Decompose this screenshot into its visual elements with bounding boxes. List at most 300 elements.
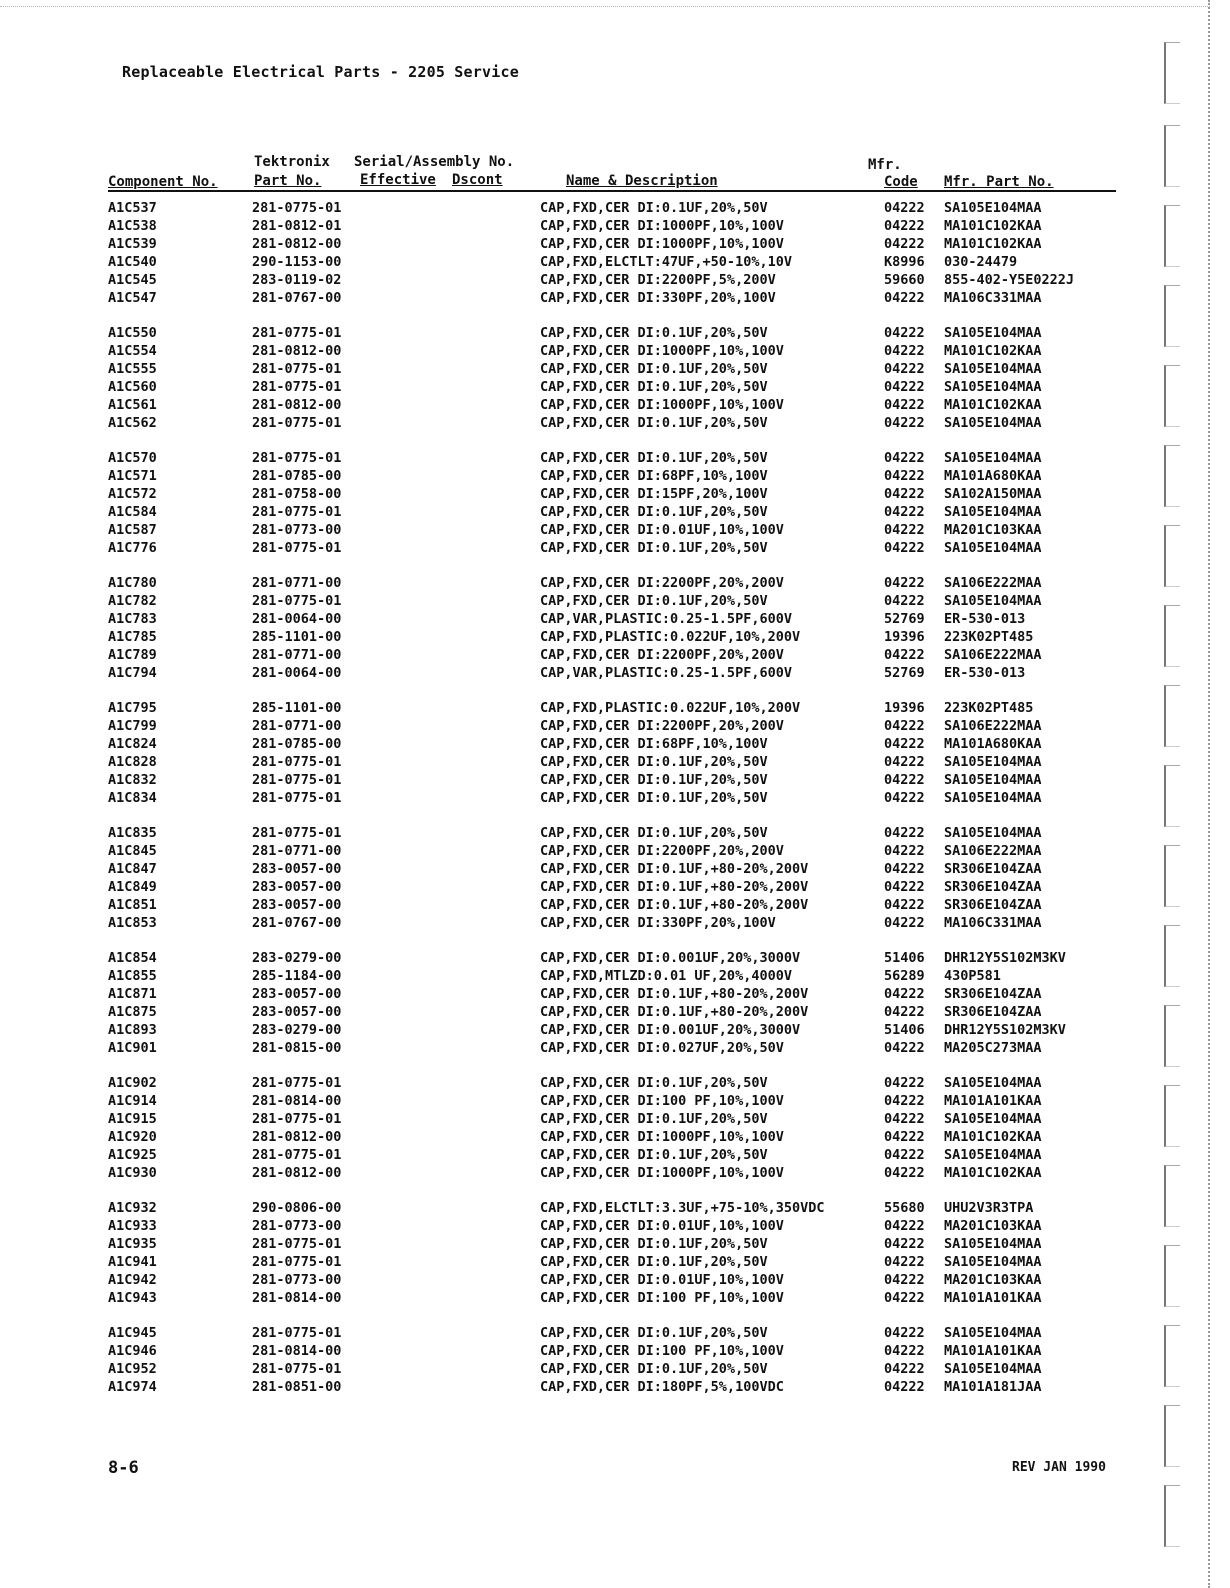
mfr-part-no-cell: SA105E104MAA <box>944 1325 1042 1341</box>
mfr-code-cell: 19396 <box>884 700 925 716</box>
parts-group <box>0 1325 1150 1397</box>
part-no-cell: 281-0771-00 <box>252 575 342 591</box>
table-row <box>0 1379 1150 1397</box>
description-cell: CAP,FXD,ELCTLT:47UF,+50-10%,10V <box>540 254 792 270</box>
mfr-code-cell: 04222 <box>884 1147 925 1163</box>
table-row <box>0 504 1150 522</box>
component-no-cell: A1C854 <box>108 950 157 966</box>
table-row <box>0 718 1150 736</box>
mfr-code-cell: 04222 <box>884 1254 925 1270</box>
component-no-cell: A1C785 <box>108 629 157 645</box>
component-no-cell: A1C893 <box>108 1022 157 1038</box>
table-row <box>0 254 1150 272</box>
mfr-part-no-cell: ER-530-013 <box>944 611 1026 627</box>
component-no-cell: A1C550 <box>108 325 157 341</box>
mfr-code-cell: K8996 <box>884 254 925 270</box>
mfr-part-no-cell: MA101C102KAA <box>944 218 1042 234</box>
mfr-code-cell: 04222 <box>884 1290 925 1306</box>
mfr-code-cell: 04222 <box>884 379 925 395</box>
table-row <box>0 575 1150 593</box>
part-no-cell: 281-0775-01 <box>252 540 342 556</box>
part-no-cell: 281-0814-00 <box>252 1290 342 1306</box>
part-no-cell: 281-0812-00 <box>252 397 342 413</box>
mfr-part-no-cell: SR306E104ZAA <box>944 1004 1042 1020</box>
mfr-part-no-cell: SA105E104MAA <box>944 772 1042 788</box>
mfr-part-no-cell: SA106E222MAA <box>944 647 1042 663</box>
description-cell: CAP,FXD,CER DI:0.1UF,+80-20%,200V <box>540 897 809 913</box>
description-cell: CAP,FXD,CER DI:2200PF,20%,200V <box>540 575 784 591</box>
component-no-cell: A1C834 <box>108 790 157 806</box>
mfr-code-cell: 52769 <box>884 665 925 681</box>
part-no-cell: 283-0057-00 <box>252 897 342 913</box>
part-no-cell: 283-0279-00 <box>252 1022 342 1038</box>
mfr-code-cell: 04222 <box>884 1111 925 1127</box>
mfr-code-cell: 04222 <box>884 1379 925 1395</box>
part-no-cell: 281-0767-00 <box>252 290 342 306</box>
description-cell: CAP,FXD,CER DI:1000PF,10%,100V <box>540 1129 784 1145</box>
description-cell: CAP,FXD,CER DI:0.1UF,20%,50V <box>540 379 768 395</box>
description-cell: CAP,FXD,CER DI:2200PF,20%,200V <box>540 718 784 734</box>
mfr-part-no-cell: ER-530-013 <box>944 665 1026 681</box>
table-row <box>0 1254 1150 1272</box>
table-row <box>0 1343 1150 1361</box>
component-no-cell: A1C901 <box>108 1040 157 1056</box>
mfr-part-no-cell: SA102A150MAA <box>944 486 1042 502</box>
col-head-component-no: Component No. <box>108 174 218 190</box>
mfr-code-cell: 04222 <box>884 861 925 877</box>
col-head-part-no: Part No. <box>254 173 322 189</box>
component-no-cell: A1C835 <box>108 825 157 841</box>
table-row <box>0 379 1150 397</box>
part-no-cell: 281-0775-01 <box>252 593 342 609</box>
table-row <box>0 218 1150 236</box>
mfr-code-cell: 04222 <box>884 397 925 413</box>
mfr-part-no-cell: SA105E104MAA <box>944 540 1042 556</box>
page-number: 8-6 <box>108 1458 139 1478</box>
binder-hole-mark <box>1164 925 1180 987</box>
table-row <box>0 200 1150 218</box>
mfr-code-cell: 04222 <box>884 915 925 931</box>
part-no-cell: 281-0775-01 <box>252 379 342 395</box>
component-no-cell: A1C855 <box>108 968 157 984</box>
part-no-cell: 281-0775-01 <box>252 754 342 770</box>
mfr-part-no-cell: SA105E104MAA <box>944 504 1042 520</box>
table-row <box>0 754 1150 772</box>
mfr-part-no-cell: MA101A101KAA <box>944 1290 1042 1306</box>
component-no-cell: A1C974 <box>108 1379 157 1395</box>
mfr-code-cell: 59660 <box>884 272 925 288</box>
part-no-cell: 285-1101-00 <box>252 629 342 645</box>
part-no-cell: 281-0785-00 <box>252 468 342 484</box>
table-row <box>0 522 1150 540</box>
table-row <box>0 1075 1150 1093</box>
mfr-code-cell: 04222 <box>884 486 925 502</box>
description-cell: CAP,FXD,CER DI:100 PF,10%,100V <box>540 1290 784 1306</box>
description-cell: CAP,FXD,CER DI:1000PF,10%,100V <box>540 1165 784 1181</box>
mfr-code-cell: 04222 <box>884 1093 925 1109</box>
description-cell: CAP,FXD,CER DI:0.1UF,20%,50V <box>540 504 768 520</box>
table-row <box>0 450 1150 468</box>
mfr-part-no-cell: SA106E222MAA <box>944 575 1042 591</box>
mfr-code-cell: 51406 <box>884 950 925 966</box>
parts-group <box>0 325 1150 433</box>
binder-hole-mark <box>1164 845 1180 907</box>
part-no-cell: 290-1153-00 <box>252 254 342 270</box>
mfr-part-no-cell: MA101A101KAA <box>944 1343 1042 1359</box>
table-row <box>0 665 1150 683</box>
component-no-cell: A1C851 <box>108 897 157 913</box>
component-no-cell: A1C915 <box>108 1111 157 1127</box>
component-no-cell: A1C782 <box>108 593 157 609</box>
component-no-cell: A1C952 <box>108 1361 157 1377</box>
part-no-cell: 285-1101-00 <box>252 700 342 716</box>
mfr-part-no-cell: MA106C331MAA <box>944 915 1042 931</box>
binder-hole-mark <box>1164 1405 1180 1467</box>
part-no-cell: 281-0812-00 <box>252 236 342 252</box>
binder-hole-mark <box>1164 445 1180 507</box>
parts-group <box>0 825 1150 933</box>
description-cell: CAP,FXD,CER DI:0.1UF,20%,50V <box>540 325 768 341</box>
mfr-code-cell: 04222 <box>884 1075 925 1091</box>
mfr-code-cell: 04222 <box>884 718 925 734</box>
parts-group <box>0 950 1150 1058</box>
table-row <box>0 415 1150 433</box>
table-row <box>0 790 1150 808</box>
mfr-part-no-cell: SA105E104MAA <box>944 1254 1042 1270</box>
binder-hole-mark <box>1164 765 1180 827</box>
component-no-cell: A1C930 <box>108 1165 157 1181</box>
part-no-cell: 281-0775-01 <box>252 200 342 216</box>
part-no-cell: 281-0815-00 <box>252 1040 342 1056</box>
mfr-part-no-cell: SR306E104ZAA <box>944 861 1042 877</box>
part-no-cell: 281-0064-00 <box>252 611 342 627</box>
description-cell: CAP,FXD,CER DI:100 PF,10%,100V <box>540 1093 784 1109</box>
component-no-cell: A1C554 <box>108 343 157 359</box>
table-row <box>0 1290 1150 1308</box>
part-no-cell: 281-0773-00 <box>252 1272 342 1288</box>
mfr-code-cell: 04222 <box>884 1004 925 1020</box>
mfr-part-no-cell: SA105E104MAA <box>944 200 1042 216</box>
part-no-cell: 281-0775-01 <box>252 1254 342 1270</box>
mfr-part-no-cell: MA101A680KAA <box>944 468 1042 484</box>
table-row <box>0 986 1150 1004</box>
mfr-code-cell: 52769 <box>884 611 925 627</box>
binder-hole-mark <box>1164 1325 1180 1387</box>
table-row <box>0 1111 1150 1129</box>
table-row <box>0 397 1150 415</box>
description-cell: CAP,FXD,CER DI:1000PF,10%,100V <box>540 397 784 413</box>
binder-hole-mark <box>1164 1085 1180 1147</box>
parts-group <box>0 450 1150 558</box>
mfr-part-no-cell: SA106E222MAA <box>944 843 1042 859</box>
table-row <box>0 486 1150 504</box>
component-no-cell: A1C945 <box>108 1325 157 1341</box>
mfr-part-no-cell: SA105E104MAA <box>944 1361 1042 1377</box>
part-no-cell: 281-0775-01 <box>252 790 342 806</box>
mfr-code-cell: 04222 <box>884 540 925 556</box>
component-no-cell: A1C780 <box>108 575 157 591</box>
description-cell: CAP,FXD,CER DI:0.01UF,10%,100V <box>540 1218 784 1234</box>
table-row <box>0 1218 1150 1236</box>
parts-group <box>0 575 1150 683</box>
component-no-cell: A1C776 <box>108 540 157 556</box>
description-cell: CAP,FXD,PLASTIC:0.022UF,10%,200V <box>540 629 801 645</box>
table-row <box>0 825 1150 843</box>
mfr-code-cell: 51406 <box>884 1022 925 1038</box>
part-no-cell: 281-0812-01 <box>252 218 342 234</box>
component-no-cell: A1C795 <box>108 700 157 716</box>
mfr-part-no-cell: SA105E104MAA <box>944 379 1042 395</box>
table-row <box>0 1236 1150 1254</box>
mfr-part-no-cell: MA101C102KAA <box>944 343 1042 359</box>
description-cell: CAP,FXD,CER DI:1000PF,10%,100V <box>540 236 784 252</box>
mfr-code-cell: 04222 <box>884 325 925 341</box>
description-cell: CAP,FXD,CER DI:0.1UF,20%,50V <box>540 361 768 377</box>
description-cell: CAP,FXD,CER DI:330PF,20%,100V <box>540 290 776 306</box>
mfr-code-cell: 04222 <box>884 236 925 252</box>
component-no-cell: A1C920 <box>108 1129 157 1145</box>
mfr-part-no-cell: SA105E104MAA <box>944 325 1042 341</box>
component-no-cell: A1C828 <box>108 754 157 770</box>
mfr-part-no-cell: DHR12Y5S102M3KV <box>944 950 1066 966</box>
mfr-code-cell: 04222 <box>884 897 925 913</box>
mfr-code-cell: 19396 <box>884 629 925 645</box>
part-no-cell: 281-0812-00 <box>252 1129 342 1145</box>
part-no-cell: 281-0775-01 <box>252 450 342 466</box>
mfr-part-no-cell: UHU2V3R3TPA <box>944 1200 1034 1216</box>
component-no-cell: A1C832 <box>108 772 157 788</box>
table-row <box>0 290 1150 308</box>
mfr-code-cell: 04222 <box>884 1325 925 1341</box>
mfr-part-no-cell: SA105E104MAA <box>944 825 1042 841</box>
part-no-cell: 281-0775-01 <box>252 415 342 431</box>
component-no-cell: A1C540 <box>108 254 157 270</box>
mfr-part-no-cell: MA101A680KAA <box>944 736 1042 752</box>
mfr-code-cell: 04222 <box>884 843 925 859</box>
mfr-code-cell: 04222 <box>884 290 925 306</box>
mfr-part-no-cell: MA101C102KAA <box>944 236 1042 252</box>
component-no-cell: A1C935 <box>108 1236 157 1252</box>
component-no-cell: A1C561 <box>108 397 157 413</box>
mfr-code-cell: 04222 <box>884 343 925 359</box>
component-no-cell: A1C875 <box>108 1004 157 1020</box>
mfr-part-no-cell: SA105E104MAA <box>944 1075 1042 1091</box>
table-row <box>0 843 1150 861</box>
table-row <box>0 1129 1150 1147</box>
part-no-cell: 283-0057-00 <box>252 986 342 1002</box>
table-row <box>0 897 1150 915</box>
component-no-cell: A1C547 <box>108 290 157 306</box>
part-no-cell: 283-0057-00 <box>252 879 342 895</box>
description-cell: CAP,FXD,CER DI:0.1UF,20%,50V <box>540 415 768 431</box>
part-no-cell: 281-0775-01 <box>252 1236 342 1252</box>
binder-hole-mark <box>1164 42 1180 104</box>
component-no-cell: A1C799 <box>108 718 157 734</box>
component-no-cell: A1C871 <box>108 986 157 1002</box>
component-no-cell: A1C914 <box>108 1093 157 1109</box>
binder-hole-mark <box>1164 685 1180 747</box>
mfr-code-cell: 55680 <box>884 1200 925 1216</box>
col-head-mfr-part-no: Mfr. Part No. <box>944 174 1054 190</box>
mfr-part-no-cell: SA106E222MAA <box>944 718 1042 734</box>
binder-hole-mark <box>1164 1165 1180 1227</box>
binder-hole-mark <box>1164 125 1180 187</box>
mfr-part-no-cell: 223K02PT485 <box>944 700 1034 716</box>
part-no-cell: 281-0812-00 <box>252 343 342 359</box>
binder-hole-mark <box>1164 285 1180 347</box>
mfr-part-no-cell: SA105E104MAA <box>944 754 1042 770</box>
mfr-part-no-cell: MA201C103KAA <box>944 522 1042 538</box>
description-cell: CAP,FXD,CER DI:0.027UF,20%,50V <box>540 1040 784 1056</box>
component-no-cell: A1C932 <box>108 1200 157 1216</box>
mfr-part-no-cell: 030-24479 <box>944 254 1018 270</box>
mfr-code-cell: 04222 <box>884 736 925 752</box>
binder-hole-mark <box>1164 1485 1180 1547</box>
table-row <box>0 950 1150 968</box>
mfr-code-cell: 04222 <box>884 1165 925 1181</box>
table-row <box>0 611 1150 629</box>
part-no-cell: 281-0814-00 <box>252 1343 342 1359</box>
mfr-part-no-cell: 855-402-Y5E0222J <box>944 272 1075 288</box>
mfr-part-no-cell: SA105E104MAA <box>944 450 1042 466</box>
mfr-code-cell: 04222 <box>884 1361 925 1377</box>
mfr-code-cell: 04222 <box>884 825 925 841</box>
component-no-cell: A1C560 <box>108 379 157 395</box>
description-cell: CAP,FXD,CER DI:0.1UF,20%,50V <box>540 1075 768 1091</box>
scan-top-edge <box>0 6 1210 7</box>
part-no-cell: 281-0775-01 <box>252 1361 342 1377</box>
description-cell: CAP,FXD,CER DI:0.1UF,20%,50V <box>540 1361 768 1377</box>
component-no-cell: A1C902 <box>108 1075 157 1091</box>
table-row <box>0 968 1150 986</box>
part-no-cell: 281-0775-01 <box>252 1147 342 1163</box>
table-row <box>0 1004 1150 1022</box>
table-row <box>0 1040 1150 1058</box>
mfr-code-cell: 04222 <box>884 647 925 663</box>
part-no-cell: 283-0119-02 <box>252 272 342 288</box>
page-title: Replaceable Electrical Parts - 2205 Service <box>122 63 519 81</box>
mfr-code-cell: 04222 <box>884 1218 925 1234</box>
parts-group <box>0 200 1150 308</box>
mfr-part-no-cell: MA106C331MAA <box>944 290 1042 306</box>
component-no-cell: A1C845 <box>108 843 157 859</box>
mfr-part-no-cell: MA101C102KAA <box>944 397 1042 413</box>
component-no-cell: A1C946 <box>108 1343 157 1359</box>
description-cell: CAP,FXD,CER DI:0.1UF,+80-20%,200V <box>540 879 809 895</box>
mfr-code-cell: 04222 <box>884 1236 925 1252</box>
description-cell: CAP,FXD,CER DI:100 PF,10%,100V <box>540 1343 784 1359</box>
mfr-part-no-cell: SR306E104ZAA <box>944 986 1042 1002</box>
description-cell: CAP,FXD,CER DI:180PF,5%,100VDC <box>540 1379 784 1395</box>
mfr-code-cell: 04222 <box>884 468 925 484</box>
component-no-cell: A1C943 <box>108 1290 157 1306</box>
table-row <box>0 1325 1150 1343</box>
part-no-cell: 281-0814-00 <box>252 1093 342 1109</box>
component-no-cell: A1C933 <box>108 1218 157 1234</box>
description-cell: CAP,FXD,CER DI:0.1UF,+80-20%,200V <box>540 986 809 1002</box>
description-cell: CAP,FXD,CER DI:0.1UF,20%,50V <box>540 450 768 466</box>
component-no-cell: A1C941 <box>108 1254 157 1270</box>
mfr-part-no-cell: MA101C102KAA <box>944 1165 1042 1181</box>
mfr-part-no-cell: SA105E104MAA <box>944 593 1042 609</box>
mfr-code-cell: 04222 <box>884 790 925 806</box>
part-no-cell: 281-0775-01 <box>252 325 342 341</box>
component-no-cell: A1C538 <box>108 218 157 234</box>
part-no-cell: 281-0785-00 <box>252 736 342 752</box>
description-cell: CAP,FXD,CER DI:0.001UF,20%,3000V <box>540 950 801 966</box>
description-cell: CAP,FXD,CER DI:330PF,20%,100V <box>540 915 776 931</box>
mfr-part-no-cell: SA105E104MAA <box>944 415 1042 431</box>
table-row <box>0 1022 1150 1040</box>
col-head-serial-assembly: Serial/Assembly No. <box>354 154 515 170</box>
table-row <box>0 272 1150 290</box>
part-no-cell: 281-0775-01 <box>252 825 342 841</box>
description-cell: CAP,FXD,CER DI:68PF,10%,100V <box>540 736 768 752</box>
description-cell: CAP,FXD,CER DI:0.001UF,20%,3000V <box>540 1022 801 1038</box>
component-no-cell: A1C545 <box>108 272 157 288</box>
mfr-code-cell: 04222 <box>884 504 925 520</box>
part-no-cell: 281-0771-00 <box>252 843 342 859</box>
mfr-part-no-cell: SA105E104MAA <box>944 790 1042 806</box>
table-row <box>0 1093 1150 1111</box>
parts-group <box>0 700 1150 808</box>
mfr-code-cell: 04222 <box>884 218 925 234</box>
part-no-cell: 281-0775-01 <box>252 1075 342 1091</box>
mfr-part-no-cell: SR306E104ZAA <box>944 897 1042 913</box>
col-head-mfr: Mfr. <box>868 157 902 173</box>
binder-hole-mark <box>1164 525 1180 587</box>
mfr-code-cell: 04222 <box>884 450 925 466</box>
description-cell: CAP,FXD,CER DI:68PF,10%,100V <box>540 468 768 484</box>
table-row <box>0 736 1150 754</box>
mfr-part-no-cell: SR306E104ZAA <box>944 879 1042 895</box>
component-no-cell: A1C853 <box>108 915 157 931</box>
scan-right-edge <box>1208 0 1210 1588</box>
part-no-cell: 281-0767-00 <box>252 915 342 931</box>
component-no-cell: A1C824 <box>108 736 157 752</box>
mfr-code-cell: 04222 <box>884 986 925 1002</box>
mfr-part-no-cell: MA205C273MAA <box>944 1040 1042 1056</box>
component-no-cell: A1C847 <box>108 861 157 877</box>
mfr-code-cell: 04222 <box>884 1129 925 1145</box>
mfr-part-no-cell: DHR12Y5S102M3KV <box>944 1022 1066 1038</box>
mfr-part-no-cell: SA105E104MAA <box>944 1236 1042 1252</box>
mfr-part-no-cell: SA105E104MAA <box>944 1147 1042 1163</box>
mfr-code-cell: 04222 <box>884 1343 925 1359</box>
table-row <box>0 1361 1150 1379</box>
description-cell: CAP,FXD,CER DI:0.1UF,20%,50V <box>540 593 768 609</box>
part-no-cell: 290-0806-00 <box>252 1200 342 1216</box>
part-no-cell: 281-0775-01 <box>252 1111 342 1127</box>
description-cell: CAP,VAR,PLASTIC:0.25-1.5PF,600V <box>540 611 792 627</box>
col-head-name-description: Name & Description <box>566 173 718 189</box>
mfr-code-cell: 56289 <box>884 968 925 984</box>
table-row <box>0 468 1150 486</box>
part-no-cell: 281-0775-01 <box>252 361 342 377</box>
mfr-code-cell: 04222 <box>884 415 925 431</box>
description-cell: CAP,FXD,CER DI:0.1UF,20%,50V <box>540 200 768 216</box>
description-cell: CAP,FXD,CER DI:0.01UF,10%,100V <box>540 1272 784 1288</box>
component-no-cell: A1C537 <box>108 200 157 216</box>
part-no-cell: 281-0064-00 <box>252 665 342 681</box>
col-head-effective: Effective <box>360 172 436 188</box>
component-no-cell: A1C587 <box>108 522 157 538</box>
description-cell: CAP,FXD,CER DI:0.1UF,20%,50V <box>540 1325 768 1341</box>
description-cell: CAP,FXD,MTLZD:0.01 UF,20%,4000V <box>540 968 792 984</box>
component-no-cell: A1C571 <box>108 468 157 484</box>
description-cell: CAP,FXD,CER DI:15PF,20%,100V <box>540 486 768 502</box>
header-rule <box>108 190 1116 192</box>
